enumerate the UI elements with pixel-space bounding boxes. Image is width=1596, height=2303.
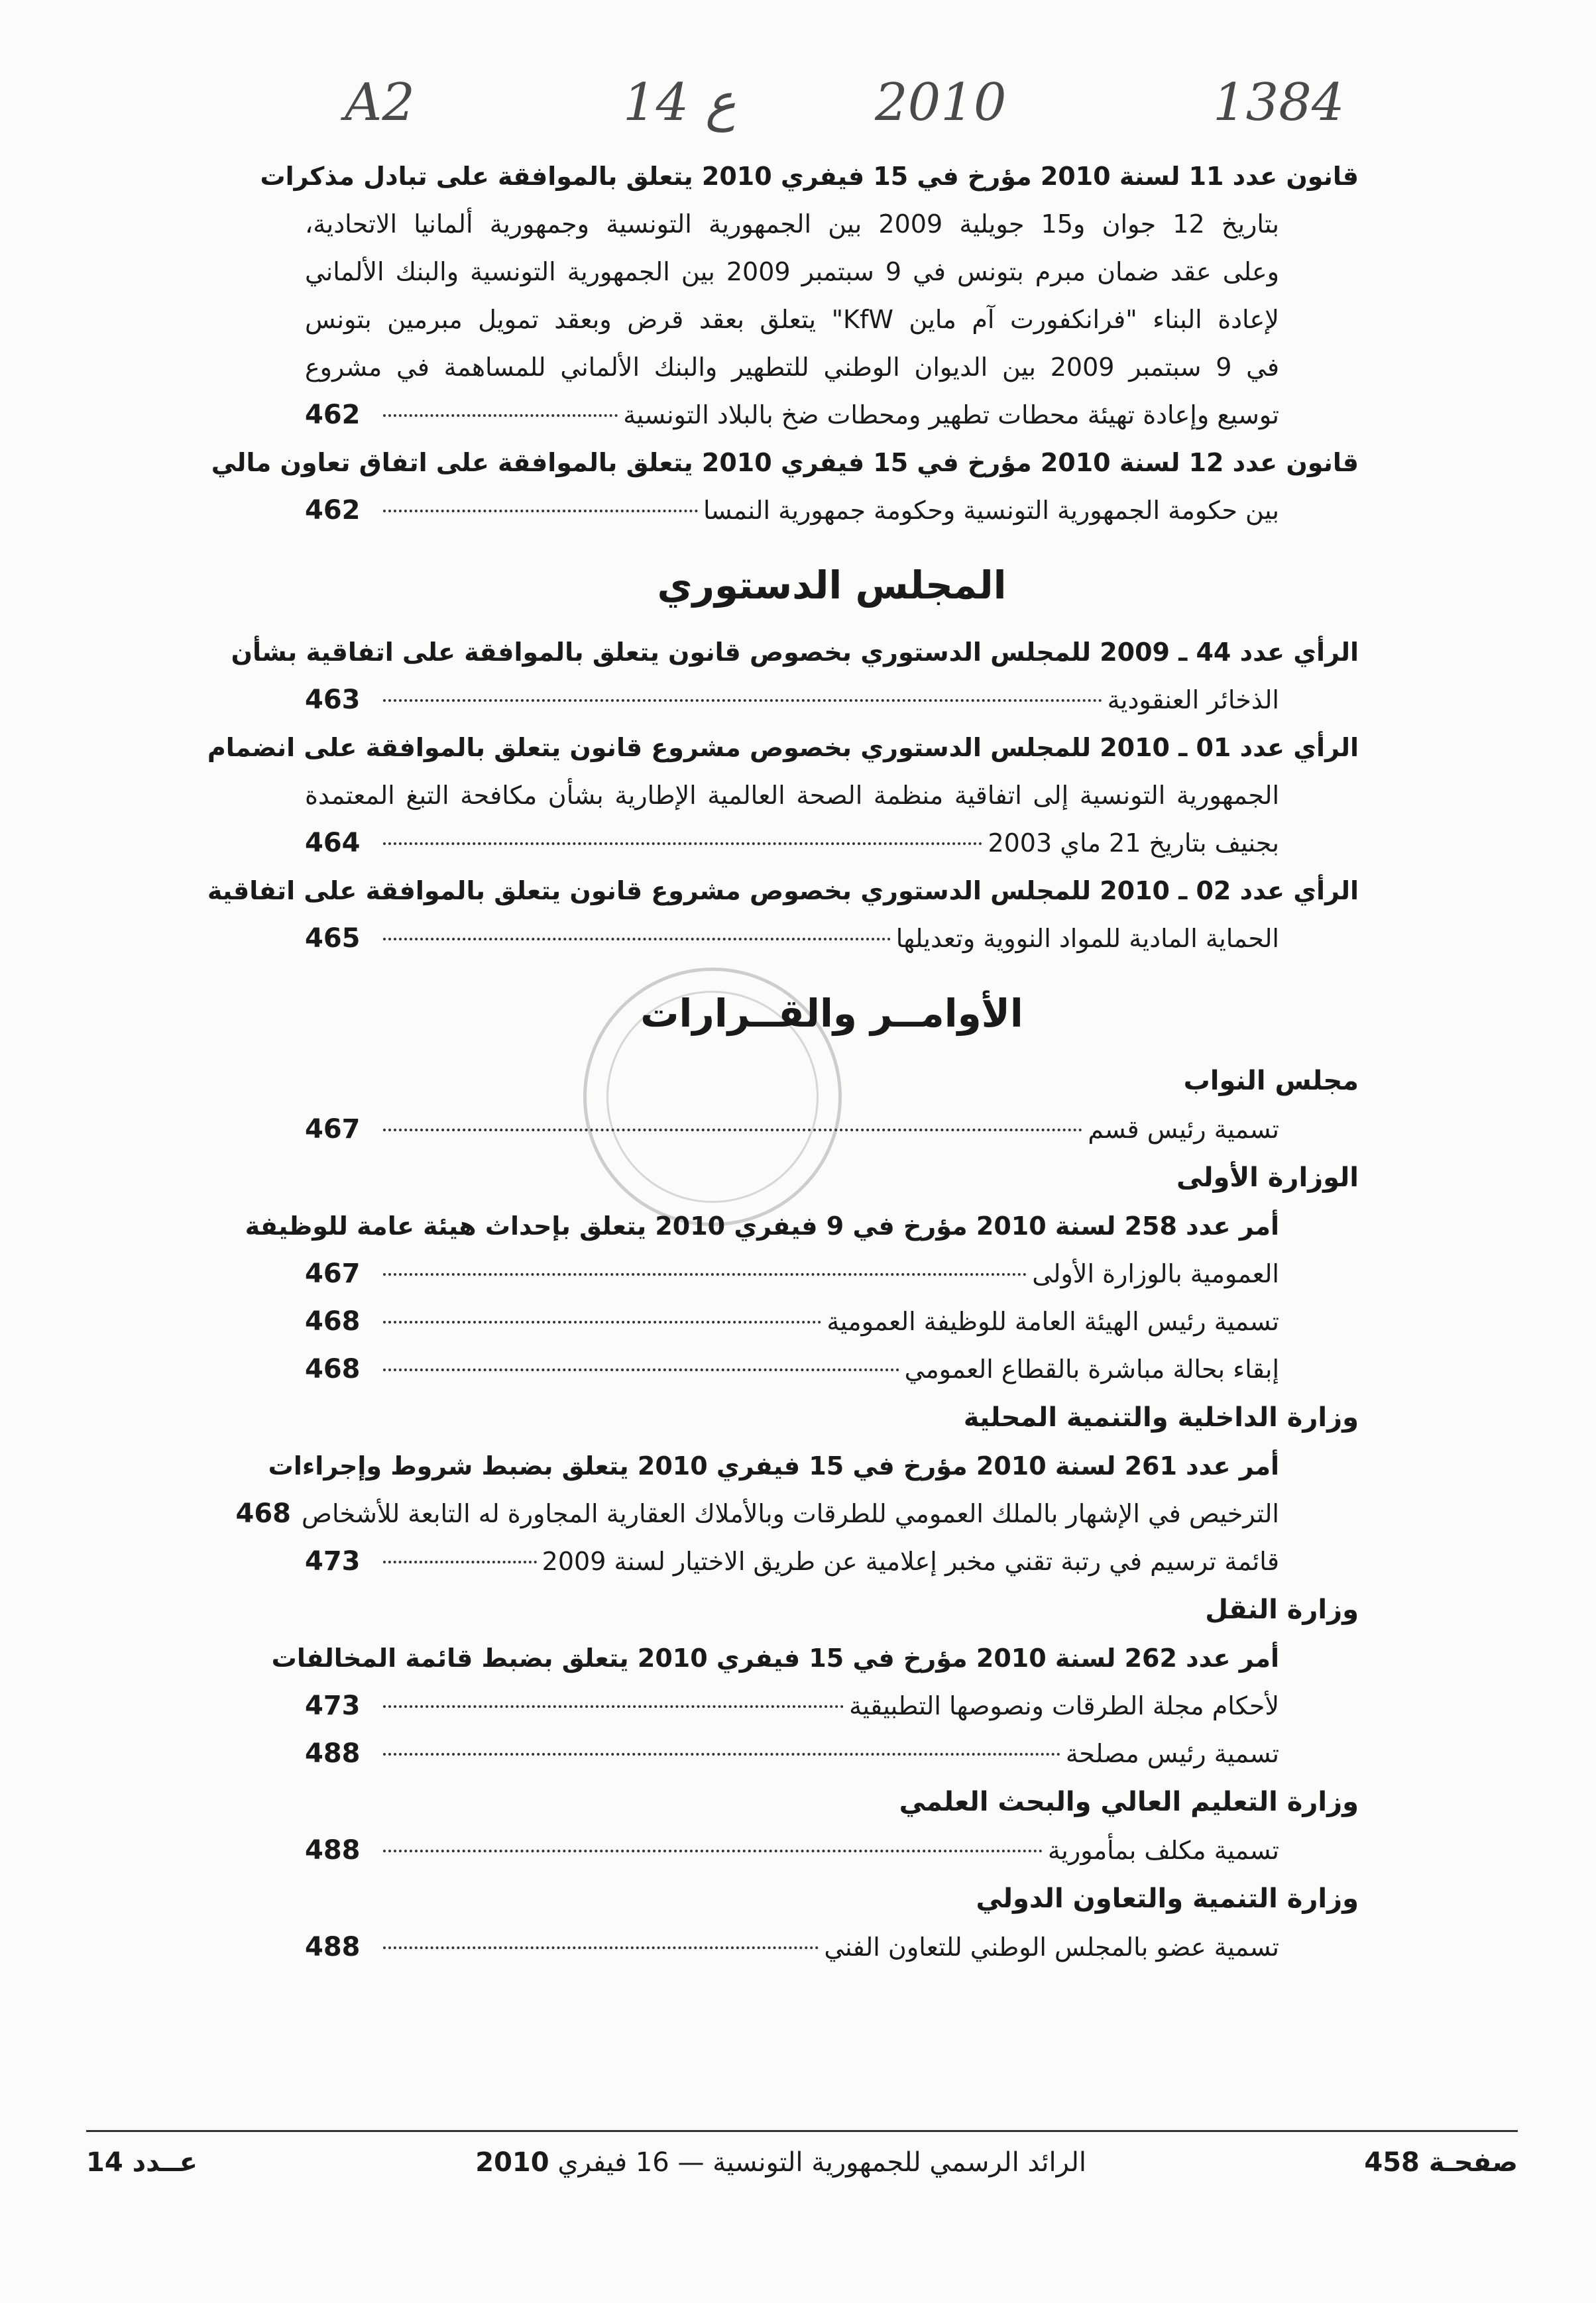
toc-entry-line: أمر عدد 258 لسنة 2010 مؤرخ في 9 فيفري 2010 يتعلق بإحداث هيئة عامة للوظيفة bbox=[245, 1211, 1279, 1241]
toc-entry bbox=[260, 152, 1359, 439]
toc-page-number: 467 bbox=[305, 1259, 361, 1289]
toc-entry-text: لأحكام مجلة الطرقات ونصوصها التطبيقية bbox=[849, 1691, 1279, 1720]
toc-entry-line: بتاريخ 12 جوان و15 جويلية 2009 بين الجمهورية التونسية وجمهورية ألمانيا الاتحادية، bbox=[305, 209, 1280, 239]
toc-page-number: 488 bbox=[305, 1835, 361, 1866]
toc-entry bbox=[235, 1442, 1359, 1538]
ministry-heading: وزارة التعليم العالي والبحث العلمي bbox=[899, 1787, 1359, 1817]
toc-entry-last-line bbox=[305, 1250, 1359, 1298]
toc-entry-text: تسمية رئيس قسم bbox=[1088, 1115, 1279, 1144]
toc-page-number: 488 bbox=[305, 1932, 361, 1962]
toc-entry-text: بين حكومة الجمهورية التونسية وحكومة جمهورية النمسا bbox=[703, 496, 1279, 525]
toc-entry-last-line bbox=[305, 391, 1359, 439]
handwritten-annotations bbox=[331, 73, 1345, 146]
ministry-heading: وزارة الداخلية والتنمية المحلية bbox=[963, 1402, 1359, 1433]
toc-entry bbox=[211, 439, 1359, 534]
toc-entry bbox=[305, 1826, 1359, 1874]
toc-page-number: 465 bbox=[305, 923, 361, 954]
ministry-heading: وزارة التنمية والتعاون الدولي bbox=[976, 1883, 1359, 1914]
toc-entry-line: قانون عدد 12 لسنة 2010 مؤرخ في 15 فيفري 2010 يتعلق بالموافقة على اتفاق تعاون مالي bbox=[211, 448, 1359, 477]
toc-entry-last-line bbox=[235, 1490, 1359, 1538]
toc-entry-last-line bbox=[305, 486, 1359, 534]
handwritten-note-left: A2 bbox=[345, 73, 415, 133]
toc-entry-last-line bbox=[305, 1826, 1359, 1874]
toc-entry-last-line bbox=[305, 1730, 1359, 1777]
dot-leader bbox=[383, 1753, 1060, 1756]
toc-entry-last-line bbox=[305, 915, 1359, 962]
toc-entry-line: الرأي عدد 01 ـ 2010 للمجلس الدستوري بخصوص مشروع قانون يتعلق بالموافقة على انضمام bbox=[207, 733, 1359, 762]
toc-entry bbox=[305, 1298, 1359, 1345]
dot-leader bbox=[383, 938, 891, 940]
toc-page-number: 473 bbox=[305, 1546, 361, 1577]
toc-entry bbox=[207, 867, 1359, 962]
toc-entry bbox=[231, 628, 1359, 724]
toc-page-number: 464 bbox=[305, 828, 361, 858]
toc-entry-text: بجنيف بتاريخ 21 ماي 2003 bbox=[988, 828, 1279, 858]
ministry-heading: مجلس النواب bbox=[1183, 1066, 1359, 1096]
toc-entry-text: قائمة ترسيم في رتبة تقني مخبر إعلامية عن طريق الاختيار لسنة 2009 bbox=[542, 1547, 1279, 1576]
toc-entry-line: في 9 سبتمبر 2009 بين الديوان الوطني للتطهير والبنك الألماني للمساهمة في مشروع bbox=[305, 353, 1279, 382]
ministry-heading: الوزارة الأولى bbox=[1176, 1162, 1359, 1193]
toc-entry bbox=[305, 1923, 1359, 1971]
footer-page-number: صفحـة 458 bbox=[1364, 2147, 1518, 2178]
toc-entry-text: العمومية بالوزارة الأولى bbox=[1032, 1259, 1279, 1288]
toc-page-number: 463 bbox=[305, 685, 361, 715]
handwritten-note-year: 2010 bbox=[875, 73, 1007, 133]
toc-entry-text: إبقاء بحالة مباشرة بالقطاع العمومي bbox=[904, 1355, 1279, 1384]
dot-leader bbox=[383, 1273, 1027, 1276]
toc-page-number: 462 bbox=[305, 495, 361, 526]
dot-leader bbox=[383, 842, 982, 845]
toc-entry bbox=[245, 1202, 1359, 1298]
section-title-council: المجلس الدستوري bbox=[657, 563, 1007, 608]
footer-journal-text: الرائد الرسمي للجمهورية التونسية — 16 فيفري bbox=[557, 2147, 1087, 2178]
handwritten-note-mid: 14 ع bbox=[623, 73, 736, 133]
footer-journal-title bbox=[475, 2147, 1086, 2178]
toc-entry-line: أمر عدد 261 لسنة 2010 مؤرخ في 15 فيفري 2010 يتعلق بضبط شروط وإجراءات bbox=[268, 1451, 1279, 1481]
dot-leader bbox=[383, 1561, 537, 1563]
toc-entry-text: تسمية رئيس مصلحة bbox=[1065, 1739, 1279, 1768]
toc-entry bbox=[305, 1105, 1359, 1153]
toc-entry-text: توسيع وإعادة تهيئة محطات تطهير ومحطات ضخ بالبلاد التونسية bbox=[623, 400, 1279, 429]
toc-entry-line: قانون عدد 11 لسنة 2010 مؤرخ في 15 فيفري 2010 يتعلق بالموافقة على تبادل مذكرات bbox=[260, 162, 1359, 191]
table-of-contents bbox=[207, 152, 1359, 1971]
toc-entry-line: وعلى عقد ضمان مبرم بتونس في 9 سبتمبر 2009 بين الجمهورية التونسية والبنك الألماني bbox=[305, 257, 1279, 286]
toc-entry-text: الحماية المادية للمواد النووية وتعديلها bbox=[895, 924, 1279, 953]
toc-entry-line: أمر عدد 262 لسنة 2010 مؤرخ في 15 فيفري 2010 يتعلق بضبط قائمة المخالفات bbox=[271, 1644, 1279, 1673]
toc-entry-last-line bbox=[305, 1538, 1359, 1585]
toc-entry-text: الترخيص في الإشهار بالملك العمومي للطرقات وبالأملاك العقارية المجاورة له التابعة للأشخاص bbox=[302, 1499, 1279, 1528]
toc-page-number: 488 bbox=[305, 1738, 361, 1769]
ministry-heading: وزارة النقل bbox=[1205, 1595, 1359, 1625]
toc-entry-line: الرأي عدد 44 ـ 2009 للمجلس الدستوري بخصوص قانون يتعلق بالموافقة على اتفاقية بشأن bbox=[231, 638, 1359, 667]
toc-entry-last-line bbox=[305, 1345, 1359, 1393]
toc-entry-text: الذخائر العنقودية bbox=[1107, 685, 1279, 714]
toc-entry bbox=[271, 1634, 1359, 1730]
toc-page-number: 467 bbox=[305, 1114, 361, 1145]
toc-entry-text: تسمية عضو بالمجلس الوطني للتعاون الفني bbox=[824, 1933, 1279, 1962]
toc-page-number: 473 bbox=[305, 1691, 361, 1721]
toc-entry-last-line bbox=[305, 1105, 1359, 1153]
footer-journal-year: 2010 bbox=[475, 2147, 549, 2178]
toc-entry-last-line bbox=[305, 1298, 1359, 1345]
toc-entry-last-line bbox=[305, 1682, 1359, 1730]
dot-leader bbox=[383, 1946, 819, 1949]
toc-entry-last-line bbox=[305, 676, 1359, 724]
dot-leader bbox=[383, 1850, 1043, 1852]
section-title-orders: الأوامــر والقــرارات bbox=[640, 991, 1023, 1036]
toc-page-number: 468 bbox=[235, 1498, 291, 1529]
toc-entry-line: الرأي عدد 02 ـ 2010 للمجلس الدستوري بخصوص مشروع قانون يتعلق بالموافقة على اتفاقية bbox=[207, 876, 1359, 905]
footer-divider bbox=[86, 2130, 1518, 2132]
toc-entry-last-line bbox=[305, 819, 1359, 867]
toc-page-number: 468 bbox=[305, 1306, 361, 1337]
toc-page-number: 462 bbox=[305, 400, 361, 430]
dot-leader bbox=[383, 1321, 821, 1323]
toc-entry bbox=[305, 1345, 1359, 1393]
toc-entry bbox=[305, 1730, 1359, 1777]
footer-issue-number: عــدد 14 bbox=[86, 2147, 198, 2178]
toc-entry-text: تسمية مكلف بمأمورية bbox=[1047, 1836, 1279, 1865]
dot-leader bbox=[383, 510, 698, 512]
dot-leader bbox=[383, 414, 618, 417]
toc-entry-text: تسمية رئيس الهيئة العامة للوظيفة العمومية bbox=[826, 1307, 1279, 1336]
page-footer bbox=[86, 2147, 1518, 2178]
dot-leader bbox=[383, 1369, 899, 1371]
toc-entry-line: لإعادة البناء "فرانكفورت آم ماين KfW" يتعلق بعقد قرض وبعقد تمويل مبرمين بتونس bbox=[305, 305, 1279, 334]
toc-entry-line: الجمهورية التونسية إلى اتفاقية منظمة الصحة العالمية الإطارية بشأن مكافحة التبغ المعتمدة bbox=[305, 781, 1279, 810]
handwritten-note-right: 1384 bbox=[1213, 73, 1345, 133]
dot-leader bbox=[383, 1705, 844, 1708]
toc-entry bbox=[305, 1538, 1359, 1585]
toc-entry-last-line bbox=[305, 1923, 1359, 1971]
dot-leader bbox=[383, 699, 1102, 702]
toc-entry bbox=[207, 724, 1359, 867]
dot-leader bbox=[383, 1129, 1082, 1131]
toc-page-number: 468 bbox=[305, 1354, 361, 1384]
